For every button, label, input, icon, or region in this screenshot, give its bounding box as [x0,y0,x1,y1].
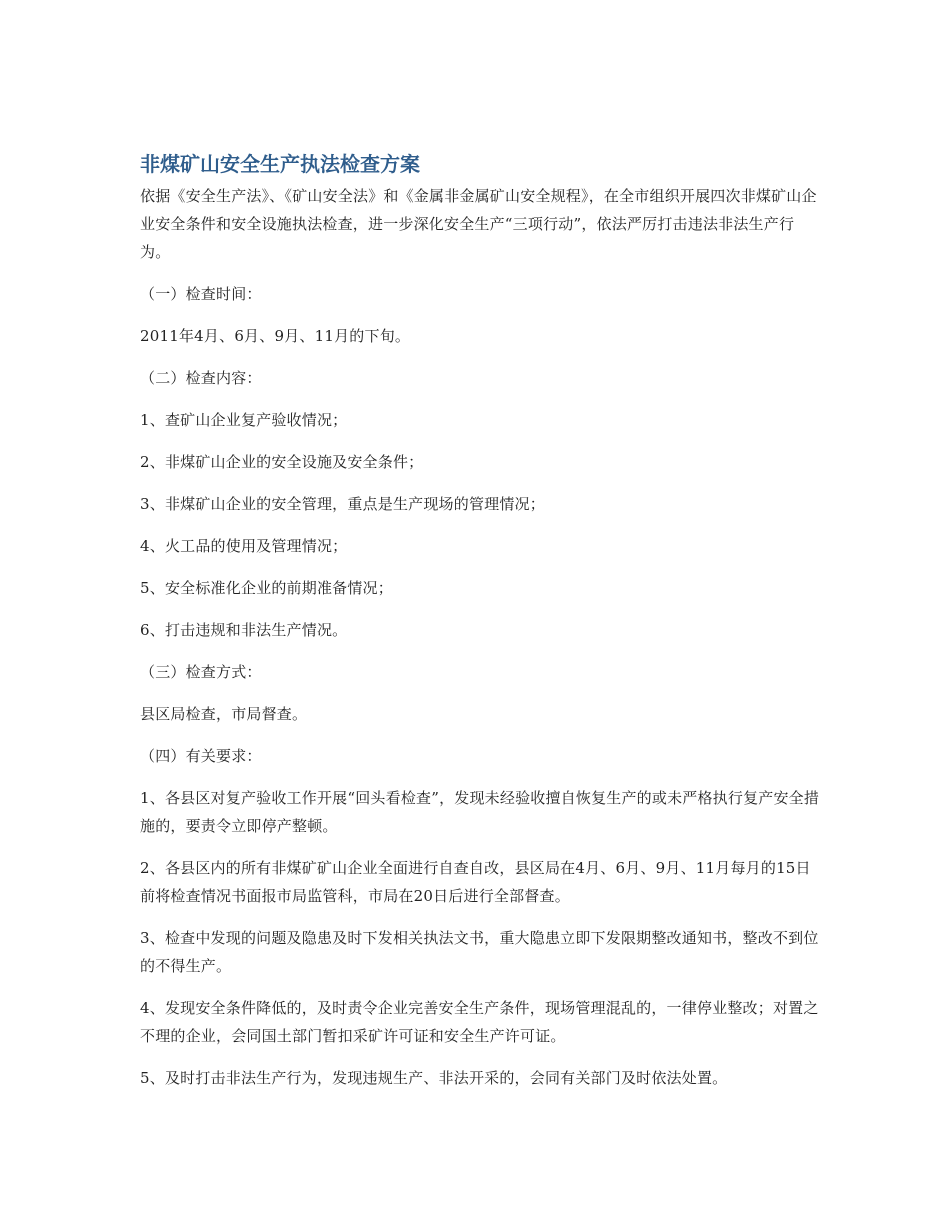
requirement-item-3: 3、检查中发现的问题及隐患及时下发相关执法文书，重大隐患立即下发限期整改通知书，整改不到位的不得生产。 [140,929,819,975]
section-heading-time: （一）检查时间： [140,285,262,303]
requirement-item-4: 4、发现安全条件降低的，及时责令企业完善安全生产条件，现场管理混乱的，一律停业整改；对置之不理的企业，会同国土部门暂扣采矿许可证和安全生产许可证。 [140,999,819,1045]
section-heading-content: （二）检查内容： [140,369,262,387]
content-item-1: 1、查矿山企业复产验收情况； [140,411,348,429]
section-heading-requirements: （四）有关要求： [140,747,262,765]
inspection-time-text: 2011年4月、6月、9月、11月的下旬。 [140,327,411,345]
content-item-2: 2、非煤矿山企业的安全设施及安全条件； [140,453,424,471]
requirement-item-1: 1、各县区对复产验收工作开展“回头看检查”，发现未经验收擅自恢复生产的或未严格执行复产安全措施的，要责令立即停产整顿。 [140,789,820,835]
content-item-3: 3、非煤矿山企业的安全管理，重点是生产现场的管理情况； [140,495,545,513]
requirement-item-2: 2、各县区内的所有非煤矿矿山企业全面进行自查自改，县区局在4月、6月、9月、11月每月的15日前将检查情况书面报市局监管科，市局在20日后进行全部督查。 [140,859,811,905]
section-heading-method: （三）检查方式： [140,663,262,681]
content-item-5: 5、安全标准化企业的前期准备情况； [140,579,393,597]
document-page [140,150,820,1106]
content-item-4: 4、火工品的使用及管理情况； [140,537,348,555]
requirement-item-5: 5、及时打击非法生产行为，发现违规生产、非法开采的，会同有关部门及时依法处置。 [140,1069,728,1087]
intro-paragraph: 依据《安全生产法》、《矿山安全法》和《金属非金属矿山安全规程》，在全市组织开展四次非煤矿山企业安全条件和安全设施执法检查，进一步深化安全生产“三项行动”，依法严厉打击违法非法生产行为。 [140,187,817,261]
inspection-method-text: 县区局检查，市局督查。 [140,705,308,723]
content-item-6: 6、打击违规和非法生产情况。 [140,621,348,639]
document-title: 非煤矿山安全生产执法检查方案 [140,152,420,176]
